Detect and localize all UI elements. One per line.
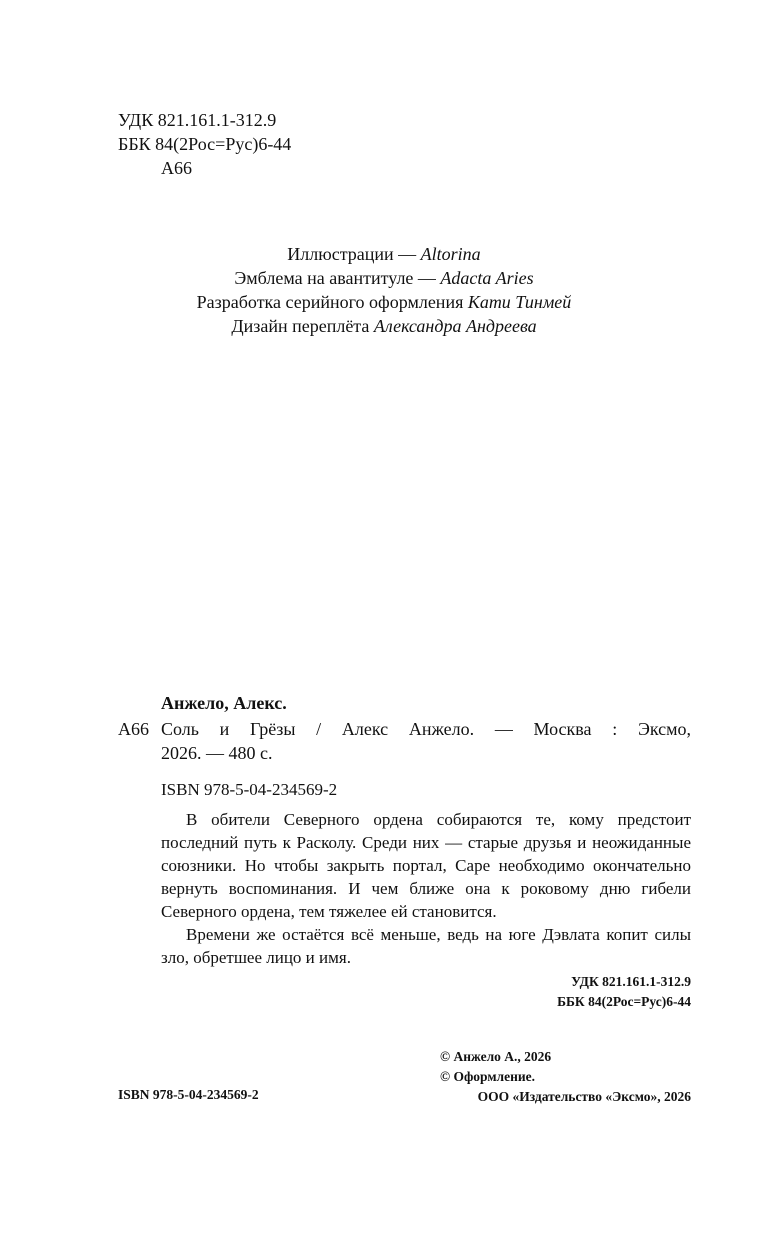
author-mark: А66 <box>161 158 192 178</box>
credit-emblem: Эмблема на авантитуле — Adacta Aries <box>234 268 534 288</box>
copyright-block <box>440 1047 691 1107</box>
bib-line-year: 2026. — 480 с. <box>161 743 273 763</box>
annotation <box>161 808 691 969</box>
annotation-paragraph: Времени же остаётся всё меньше, ведь на юге Дэвлата копит силы зло, обретшее лицо и имя. <box>161 925 691 967</box>
credit-cover-design: Дизайн переплёта Александра Андреева <box>231 316 537 336</box>
catalog-author: Анжело, Алекс. <box>161 693 287 713</box>
credits-block <box>0 242 768 338</box>
copyright-design: © Оформление. <box>440 1069 536 1084</box>
udk-code: УДК 821.161.1-312.9 <box>118 110 277 130</box>
annotation-paragraph: В обители Северного ордена собираются те, кому предстоит последний путь к Расколу. Среди них — старые друзья и неожиданные союзники. Но чтобы закрыть портал, Саре необходимо окончательно вернуть воспоминания. И чем ближе она к роковому дню гибели Северного ордена, тем тяжелее ей становится. <box>161 810 691 921</box>
copyright-author: © Анжело А., 2026 <box>440 1049 552 1064</box>
credit-series-design: Разработка серийного оформления Кати Тинмей <box>196 292 572 312</box>
bibliographic-description <box>161 717 691 765</box>
copyright-publisher: ООО «Издательство «Эксмо», 2026 <box>477 1089 691 1104</box>
bbk-code-bottom: ББК 84(2Рос=Рус)6-44 <box>557 994 691 1009</box>
isbn-bottom: ISBN 978-5-04-234569-2 <box>118 1087 259 1102</box>
catalog-isbn: ISBN 978-5-04-234569-2 <box>161 780 338 799</box>
credit-illustrations: Иллюстрации — Altorina <box>287 244 481 264</box>
bottom-classification-codes <box>440 972 691 1012</box>
catalog-author-mark: А66 <box>118 719 149 739</box>
top-classification-codes <box>118 108 291 180</box>
bib-line-title: Соль и Грёзы / Алекс Анжело. — Москва : Эксмо, <box>161 719 691 739</box>
udk-code-bottom: УДК 821.161.1-312.9 <box>571 974 691 989</box>
bbk-code: ББК 84(2Рос=Рус)6-44 <box>118 134 292 154</box>
